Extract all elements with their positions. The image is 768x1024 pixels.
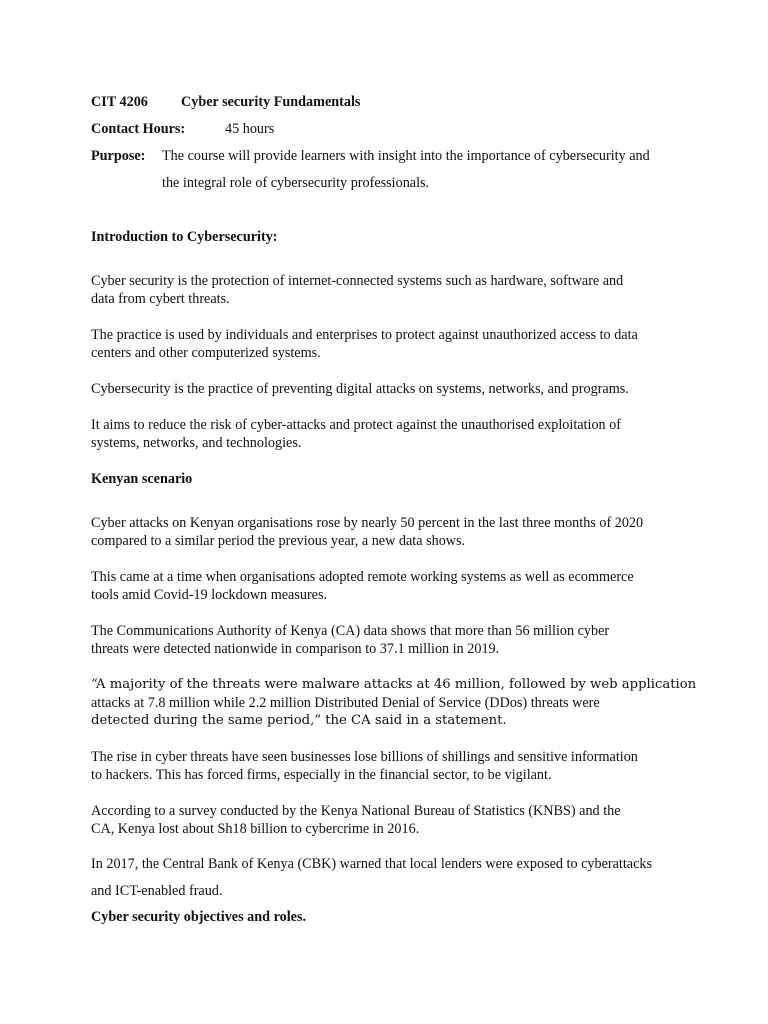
paragraph-line: The practice is used by individuals and enterprises to protect against unauthorized access to data (91, 327, 638, 343)
quote-line: “A majority of the threats were malware attacks at 46 million, followed by web application (91, 677, 697, 692)
paragraph-line: CA, Kenya lost about Sh18 billion to cybercrime in 2016. (91, 821, 420, 837)
quote-line: detected during the same period,” the CA said in a statement. (91, 713, 507, 728)
purpose-text-line: the integral role of cybersecurity professionals. (162, 175, 430, 191)
intro-heading: Introduction to Cybersecurity: (91, 229, 278, 245)
paragraph-line: This came at a time when organisations adopted remote working systems as well as ecommerce (91, 569, 634, 585)
paragraph-line: and ICT-enabled fraud. (91, 883, 223, 899)
quote-line: attacks at 7.8 million while 2.2 million Distributed Denial of Service (DDos) threats were (91, 695, 600, 711)
course-code: CIT 4206 (91, 94, 148, 110)
paragraph-line: compared to a similar period the previous year, a new data shows. (91, 533, 466, 549)
paragraph-line: centers and other computerized systems. (91, 345, 321, 361)
kenyan-scenario-heading: Kenyan scenario (91, 471, 193, 487)
objectives-heading: Cyber security objectives and roles. (91, 909, 307, 925)
paragraph-line: threats were detected nationwide in comparison to 37.1 million in 2019. (91, 641, 500, 657)
course-title: Cyber security Fundamentals (181, 94, 361, 110)
paragraph-line: According to a survey conducted by the Kenya National Bureau of Statistics (KNBS) and the (91, 803, 621, 819)
paragraph-line: It aims to reduce the risk of cyber-attacks and protect against the unauthorised exploitation of (91, 417, 621, 433)
paragraph-line: Cyber attacks on Kenyan organisations rose by nearly 50 percent in the last three months of 2020 (91, 515, 644, 531)
paragraph-line: systems, networks, and technologies. (91, 435, 302, 451)
paragraph-line: Cybersecurity is the practice of preventing digital attacks on systems, networks, and programs. (91, 381, 629, 397)
paragraph-line: The Communications Authority of Kenya (CA) data shows that more than 56 million cyber (91, 623, 610, 639)
paragraph-line: The rise in cyber threats have seen businesses lose billions of shillings and sensitive information (91, 749, 638, 765)
purpose-label: Purpose: (91, 148, 146, 164)
paragraph-line: data from cybert threats. (91, 291, 230, 307)
contact-hours-value: 45 hours (225, 121, 275, 137)
purpose-text-line: The course will provide learners with insight into the importance of cybersecurity and (162, 148, 650, 164)
paragraph-line: Cyber security is the protection of internet-connected systems such as hardware, software and (91, 273, 624, 289)
paragraph-line: tools amid Covid-19 lockdown measures. (91, 587, 328, 603)
paragraph-line: to hackers. This has forced firms, especially in the financial sector, to be vigilant. (91, 767, 552, 783)
contact-hours-label: Contact Hours: (91, 121, 186, 137)
paragraph-line: In 2017, the Central Bank of Kenya (CBK) warned that local lenders were exposed to cyberattacks (91, 856, 653, 872)
